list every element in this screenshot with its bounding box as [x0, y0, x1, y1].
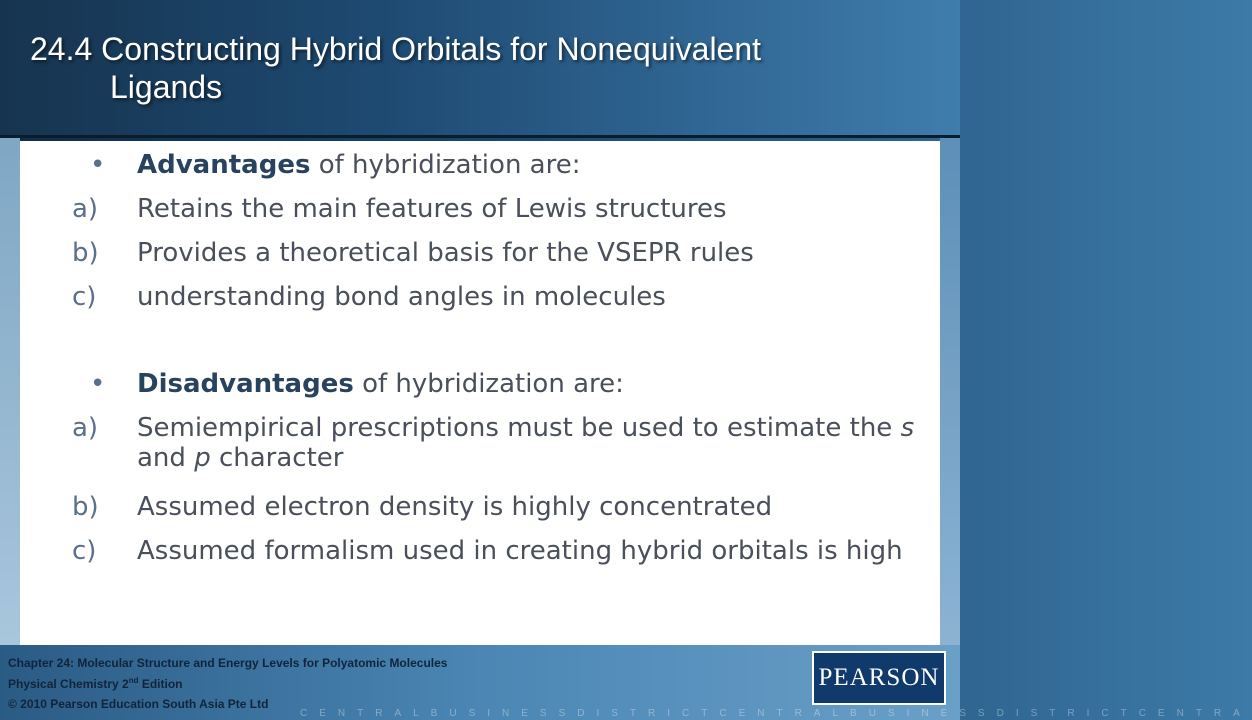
slide-title-line1: 24.4 Constructing Hybrid Orbitals for Nonequivalent: [30, 31, 762, 67]
list-item-text: Provides a theoretical basis for the VSEPR rules: [137, 238, 754, 268]
footer-book: Physical Chemistry 2nd Edition: [8, 676, 183, 691]
content-area: [20, 141, 940, 645]
pearson-logo: PEARSON: [812, 651, 946, 705]
list-marker: a): [72, 194, 99, 224]
bullet-icon: •: [90, 369, 106, 399]
right-decor-strip: [940, 138, 960, 648]
list-item-text: Assumed electron density is highly concentrated: [137, 492, 773, 522]
list-marker: a): [72, 413, 99, 443]
footer-watermark: CENTRALBUSINESSDISTRICTCENTRALBUSINESSDISTRICTCENTRA: [300, 708, 1252, 719]
list-marker: c): [72, 536, 97, 566]
title-bar: [0, 0, 960, 138]
list-item-text: Retains the main features of Lewis structures: [137, 194, 727, 224]
list-item-text: understanding bond angles in molecules: [137, 282, 666, 312]
left-decor-strip: [0, 138, 20, 648]
advantages-heading-rest: of hybridization are:: [310, 150, 581, 180]
list-marker: c): [72, 282, 97, 312]
list-marker: b): [72, 238, 99, 268]
advantages-heading-bold: Advantages: [137, 150, 311, 180]
bullet-icon: •: [90, 150, 106, 180]
footer-copyright: © 2010 Pearson Education South Asia Pte Ltd: [8, 697, 269, 711]
disadvantages-heading-rest: of hybridization are:: [353, 369, 624, 399]
footer-chapter: Chapter 24: Molecular Structure and Energy Levels for Polyatomic Molecules: [8, 656, 448, 670]
list-marker: b): [72, 492, 99, 522]
slide-title-line2: Ligands: [110, 69, 223, 105]
slide-title: [30, 30, 940, 106]
list-item-text: Semiempirical prescriptions must be used to estimate the s and p character: [137, 413, 915, 473]
disadvantages-heading-bold: Disadvantages: [137, 369, 354, 399]
list-item-text: Assumed formalism used in creating hybrid orbitals is high: [137, 536, 903, 566]
